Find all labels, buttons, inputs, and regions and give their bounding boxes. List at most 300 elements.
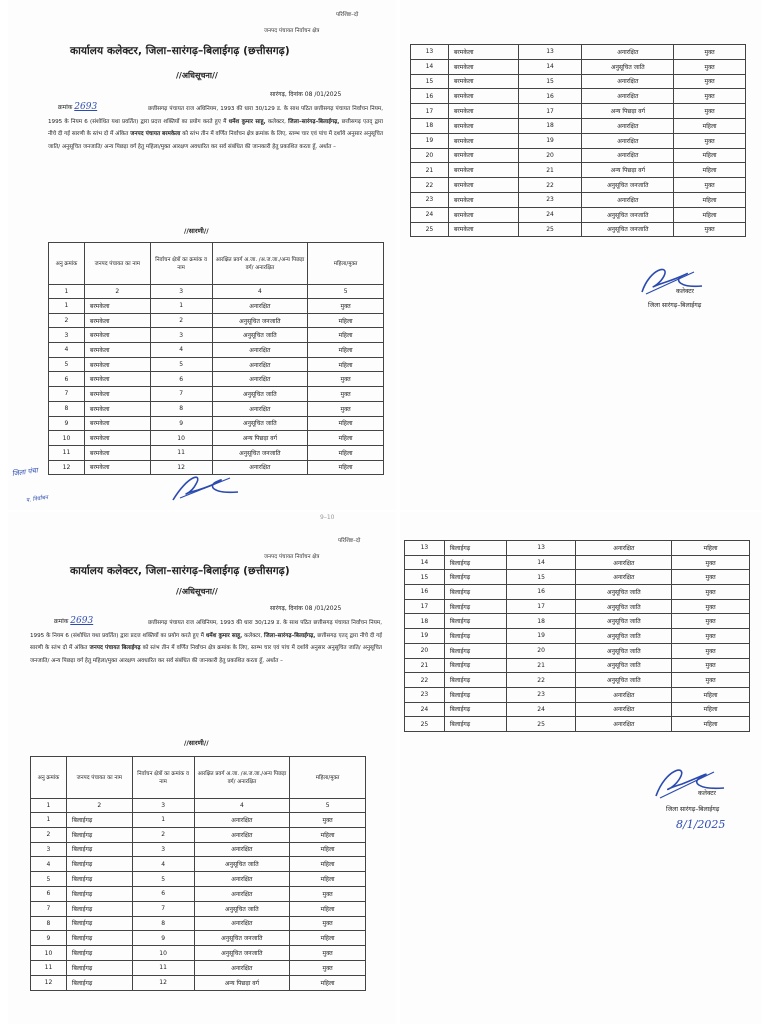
cell-sn: 1 bbox=[49, 299, 85, 314]
cell-status: मुक्त bbox=[674, 222, 746, 237]
column-number-row bbox=[31, 799, 366, 813]
table-row bbox=[405, 555, 750, 570]
notice-body bbox=[48, 103, 383, 154]
cell-sn: 19 bbox=[405, 629, 445, 644]
cell-category: अनारक्षित bbox=[194, 842, 290, 857]
table-row bbox=[49, 401, 384, 416]
cell-status: मुक्त bbox=[674, 45, 746, 60]
cell-panchayat: बिलाईगढ़ bbox=[444, 614, 506, 629]
table-row bbox=[49, 372, 384, 387]
cell-area: 13 bbox=[506, 541, 576, 556]
annex-label: परिशिष्ट–दो bbox=[338, 538, 361, 544]
cell-sn: 4 bbox=[31, 857, 67, 872]
cell-category: अनुसूचित जाति bbox=[582, 59, 674, 74]
cell-sn: 5 bbox=[31, 872, 67, 887]
cell-sn: 24 bbox=[411, 207, 449, 222]
cell-area: 2 bbox=[150, 313, 212, 328]
cell-area: 7 bbox=[132, 901, 194, 916]
cell-category: अनुसूचित जनजाति bbox=[194, 931, 290, 946]
cell-panchayat: बरमकेला bbox=[84, 313, 150, 328]
body-text-3: छत्तीसगढ़ एतद् द्वारा नीचे दी गई सारणी के स्तंभ दो में अंकित bbox=[48, 118, 383, 138]
barmkela-sheet-2 bbox=[400, 0, 762, 510]
cell-panchayat: बिलाईगढ़ bbox=[444, 541, 506, 556]
table-row bbox=[49, 416, 384, 431]
seam-mark: 9–10 bbox=[320, 514, 335, 521]
cell-category: अनारक्षित bbox=[582, 74, 674, 89]
cell-status: महिला bbox=[308, 431, 384, 446]
cell-status: मुक्त bbox=[672, 614, 750, 629]
cell-area: 6 bbox=[150, 372, 212, 387]
table-row bbox=[411, 222, 746, 237]
cell-area: 25 bbox=[518, 222, 582, 237]
cell-status: महिला bbox=[674, 192, 746, 207]
table-row bbox=[405, 629, 750, 644]
cell-status: मुक्त bbox=[672, 599, 750, 614]
cell-category: अनारक्षित bbox=[194, 813, 290, 828]
cell-panchayat: बरमकेला bbox=[448, 207, 518, 222]
cell-sn: 23 bbox=[405, 687, 445, 702]
cell-area: 16 bbox=[506, 585, 576, 600]
cell-status: महिला bbox=[672, 702, 750, 717]
cell-sn: 9 bbox=[49, 416, 85, 431]
cell-category: अनारक्षित bbox=[582, 45, 674, 60]
bilaigarh-table-1 bbox=[30, 756, 366, 991]
cell-category: अनारक्षित bbox=[582, 148, 674, 163]
panchayat-label: जनपद पंचायत bbox=[89, 645, 120, 652]
cell-area: 8 bbox=[132, 916, 194, 931]
table-row bbox=[31, 813, 366, 828]
cell-area: 25 bbox=[506, 717, 576, 732]
cell-sn: 12 bbox=[31, 975, 67, 990]
cell-status: मुक्त bbox=[672, 629, 750, 644]
cell-panchayat: बिलाईगढ़ bbox=[66, 916, 132, 931]
header-status: महिला/मुक्त bbox=[290, 757, 366, 799]
district-name: जिला–सारंगढ़–बिलाईगढ़, bbox=[288, 118, 340, 125]
cell-panchayat: बिलाईगढ़ bbox=[444, 585, 506, 600]
cell-area: 23 bbox=[506, 687, 576, 702]
table-row bbox=[411, 89, 746, 104]
table-row bbox=[411, 133, 746, 148]
cell-area: 4 bbox=[150, 343, 212, 358]
cell-area: 12 bbox=[132, 975, 194, 990]
table-row bbox=[49, 343, 384, 358]
cell-status: मुक्त bbox=[672, 658, 750, 673]
panchayat-name: बिलाईगढ़ bbox=[121, 645, 141, 652]
cell-category: अनुसूचित जनजाति bbox=[212, 445, 308, 460]
cell-category: अनारक्षित bbox=[582, 133, 674, 148]
cell-sn: 3 bbox=[49, 328, 85, 343]
table-row bbox=[31, 931, 366, 946]
cell-category: अनुसूचित जाति bbox=[576, 643, 672, 658]
cell-sn: 6 bbox=[49, 372, 85, 387]
cell-area: 1 bbox=[150, 299, 212, 314]
cell-category: अनुसूचित जाति bbox=[576, 585, 672, 600]
cell-status: महिला bbox=[290, 857, 366, 872]
table-row bbox=[49, 299, 384, 314]
office-title: कार्यालय कलेक्टर, जिला–सारंगढ़–बिलाईगढ़ (छत्तीसगढ़) bbox=[70, 45, 290, 57]
cell-panchayat: बिलाईगढ़ bbox=[444, 658, 506, 673]
cell-area: 20 bbox=[506, 643, 576, 658]
cell-area: 1 bbox=[132, 813, 194, 828]
cell-panchayat: बरमकेला bbox=[84, 445, 150, 460]
table-row bbox=[411, 104, 746, 119]
cell-status: महिला bbox=[290, 975, 366, 990]
cell-panchayat: बरमकेला bbox=[448, 118, 518, 133]
body-text-2: कलेक्टर, bbox=[267, 118, 286, 125]
table-row bbox=[49, 445, 384, 460]
cell-sn: 2 bbox=[49, 313, 85, 328]
cell-sn: 23 bbox=[411, 192, 449, 207]
annex-label: परिशिष्ट–दो bbox=[336, 12, 359, 18]
cell-status: महिला bbox=[672, 687, 750, 702]
cell-area: 3 bbox=[150, 328, 212, 343]
cell-status: महिला bbox=[308, 313, 384, 328]
table-row bbox=[405, 658, 750, 673]
cell-area: 8 bbox=[150, 401, 212, 416]
cell-area: 10 bbox=[132, 946, 194, 961]
cell-category: अनारक्षित bbox=[194, 872, 290, 887]
cell-area: 24 bbox=[506, 702, 576, 717]
cell-panchayat: बिलाईगढ़ bbox=[444, 629, 506, 644]
cell-area: 14 bbox=[506, 555, 576, 570]
cell-status: महिला bbox=[674, 207, 746, 222]
cell-status: मुक्त bbox=[672, 585, 750, 600]
office-title: कार्यालय कलेक्टर, जिला–सारंगढ़–बिलाईगढ़ (छत्तीसगढ़) bbox=[70, 565, 290, 577]
cell-category: अनारक्षित bbox=[194, 960, 290, 975]
cell-status: महिला bbox=[674, 148, 746, 163]
cell-status: महिला bbox=[290, 901, 366, 916]
table-row bbox=[411, 118, 746, 133]
header-area: निर्वाचन क्षेत्रों का क्रमांक व नाम bbox=[150, 243, 212, 285]
cell-panchayat: बिलाईगढ़ bbox=[66, 842, 132, 857]
cell-panchayat: बरमकेला bbox=[84, 328, 150, 343]
cell-area: 20 bbox=[518, 148, 582, 163]
cell-area: 5 bbox=[150, 357, 212, 372]
cell-category: अनारक्षित bbox=[576, 687, 672, 702]
column-number-row bbox=[49, 285, 384, 299]
cell-panchayat: बिलाईगढ़ bbox=[66, 960, 132, 975]
cell-category: अनुसूचित जनजाति bbox=[582, 222, 674, 237]
panchayat-name: बरमकेला bbox=[162, 131, 181, 138]
cell-panchayat: बरमकेला bbox=[84, 343, 150, 358]
cell-status: मुक्त bbox=[672, 570, 750, 585]
table-row bbox=[405, 687, 750, 702]
column-number: 3 bbox=[150, 285, 212, 299]
cell-category: अन्य पिछड़ा वर्ग bbox=[212, 431, 308, 446]
cell-area: 4 bbox=[132, 857, 194, 872]
cell-sn: 12 bbox=[49, 460, 85, 475]
cell-area: 22 bbox=[518, 178, 582, 193]
table-row bbox=[411, 148, 746, 163]
column-number: 2 bbox=[84, 285, 150, 299]
cell-sn: 13 bbox=[405, 541, 445, 556]
bilaigarh-sheet-1 bbox=[8, 512, 396, 1024]
cell-panchayat: बिलाईगढ़ bbox=[444, 717, 506, 732]
table-row bbox=[31, 886, 366, 901]
cell-status: मुक्त bbox=[674, 104, 746, 119]
cell-status: मुक्त bbox=[674, 74, 746, 89]
cell-category: अनुसूचित जाति bbox=[194, 857, 290, 872]
header-sn: अनु क्रमांक bbox=[31, 757, 67, 799]
body-text-1: छत्तीसगढ़ पंचायत राज अधिनियम, 1993 की धारा 30/129 ड. के साथ पठित छत्तीसगढ़ पंचायत निर्वाचन नियम, 1995 के नियम 6 (संशोधित यथा प्रवर्तित) द्वारा प्रदत्त शक्तियों का प्रयोग करते हुए मैं bbox=[30, 620, 382, 639]
bilaigarh-table-2 bbox=[404, 540, 750, 732]
cell-status: महिला bbox=[308, 460, 384, 475]
cell-sn: 8 bbox=[31, 916, 67, 931]
cell-panchayat: बिलाईगढ़ bbox=[444, 687, 506, 702]
signature-title-2: कलेक्टर bbox=[676, 288, 694, 295]
cell-sn: 25 bbox=[411, 222, 449, 237]
table-row bbox=[405, 599, 750, 614]
cell-sn: 20 bbox=[411, 148, 449, 163]
cell-sn: 22 bbox=[411, 178, 449, 193]
cell-status: महिला bbox=[290, 827, 366, 842]
table-row bbox=[405, 570, 750, 585]
cell-status: मुक्त bbox=[290, 813, 366, 828]
cell-category: अनारक्षित bbox=[576, 717, 672, 732]
cell-panchayat: बिलाईगढ़ bbox=[444, 555, 506, 570]
notification-heading: //अधिसूचना// bbox=[176, 587, 218, 596]
cell-panchayat: बरमकेला bbox=[84, 357, 150, 372]
table-row bbox=[411, 163, 746, 178]
cell-area: 22 bbox=[506, 673, 576, 688]
cell-sn: 25 bbox=[405, 717, 445, 732]
cell-category: अनुसूचित जाति bbox=[576, 599, 672, 614]
cell-panchayat: बरमकेला bbox=[448, 163, 518, 178]
cell-panchayat: बरमकेला bbox=[448, 104, 518, 119]
table-row bbox=[31, 901, 366, 916]
cell-category: अनारक्षित bbox=[576, 702, 672, 717]
column-number: 3 bbox=[132, 799, 194, 813]
cell-status: महिला bbox=[674, 163, 746, 178]
cell-panchayat: बरमकेला bbox=[84, 431, 150, 446]
cell-area: 9 bbox=[132, 931, 194, 946]
cell-category: अनुसूचित जनजाति bbox=[194, 946, 290, 961]
cell-sn: 14 bbox=[405, 555, 445, 570]
cell-category: अनुसूचित जाति bbox=[212, 416, 308, 431]
cell-status: मुक्त bbox=[308, 387, 384, 402]
cell-panchayat: बरमकेला bbox=[448, 89, 518, 104]
cell-status: मुक्त bbox=[308, 372, 384, 387]
cell-panchayat: बिलाईगढ़ bbox=[66, 813, 132, 828]
cell-sn: 21 bbox=[405, 658, 445, 673]
table-row bbox=[31, 916, 366, 931]
annex-subtitle: जनपद पंचायत निर्वाचन क्षेत्र bbox=[264, 28, 320, 34]
cell-sn: 15 bbox=[411, 74, 449, 89]
cell-status: मुक्त bbox=[674, 59, 746, 74]
cell-sn: 11 bbox=[31, 960, 67, 975]
cell-panchayat: बरमकेला bbox=[84, 372, 150, 387]
cell-category: अन्य पिछड़ा वर्ग bbox=[582, 163, 674, 178]
table-row bbox=[405, 614, 750, 629]
cell-panchayat: बरमकेला bbox=[84, 416, 150, 431]
ref-prefix: क्रमांक bbox=[54, 618, 69, 625]
barmkela-table-1 bbox=[48, 242, 384, 475]
cell-area: 12 bbox=[150, 460, 212, 475]
officer-name: धर्मेश कुमार साहू, bbox=[205, 632, 243, 639]
cell-area: 19 bbox=[506, 629, 576, 644]
cell-category: अनुसूचित जाति bbox=[576, 658, 672, 673]
cell-status: मुक्त bbox=[290, 946, 366, 961]
cell-status: महिला bbox=[308, 416, 384, 431]
cell-sn: 4 bbox=[49, 343, 85, 358]
cell-sn: 24 bbox=[405, 702, 445, 717]
cell-status: मुक्त bbox=[672, 673, 750, 688]
cell-panchayat: बरमकेला bbox=[448, 148, 518, 163]
cell-category: अनारक्षित bbox=[194, 827, 290, 842]
header-area: निर्वाचन क्षेत्रों का क्रमांक व नाम bbox=[132, 757, 194, 799]
table-row bbox=[31, 857, 366, 872]
cell-status: महिला bbox=[672, 541, 750, 556]
cell-panchayat: बरमकेला bbox=[448, 222, 518, 237]
column-number: 4 bbox=[212, 285, 308, 299]
cell-panchayat: बरमकेला bbox=[84, 299, 150, 314]
cell-status: महिला bbox=[290, 931, 366, 946]
cell-status: महिला bbox=[308, 445, 384, 460]
cell-area: 2 bbox=[132, 827, 194, 842]
cell-category: अनारक्षित bbox=[194, 886, 290, 901]
cell-status: महिला bbox=[672, 717, 750, 732]
cell-area: 10 bbox=[150, 431, 212, 446]
cell-category: अनारक्षित bbox=[212, 357, 308, 372]
table-row bbox=[405, 585, 750, 600]
cell-category: अनुसूचित जनजाति bbox=[212, 313, 308, 328]
cell-status: मुक्त bbox=[290, 960, 366, 975]
cell-status: मुक्त bbox=[308, 401, 384, 416]
cell-category: अनारक्षित bbox=[582, 192, 674, 207]
signature-district-2: जिला सारंगढ़–बिलाईगढ़ bbox=[648, 302, 702, 309]
barmkela-sheet-1 bbox=[8, 0, 396, 510]
cell-sn: 9 bbox=[31, 931, 67, 946]
cell-area: 11 bbox=[150, 445, 212, 460]
cell-sn: 6 bbox=[31, 886, 67, 901]
cell-sn: 10 bbox=[31, 946, 67, 961]
barmkela-table-2 bbox=[410, 44, 746, 237]
cell-status: मुक्त bbox=[672, 555, 750, 570]
cell-panchayat: बिलाईगढ़ bbox=[66, 857, 132, 872]
column-number: 5 bbox=[290, 799, 366, 813]
table-row bbox=[31, 842, 366, 857]
cell-panchayat: बिलाईगढ़ bbox=[444, 702, 506, 717]
handwritten-date: 8/1/2025 bbox=[676, 818, 726, 831]
header-panchayat: जनपद पंचायत का नाम bbox=[66, 757, 132, 799]
cell-panchayat: बरमकेला bbox=[448, 192, 518, 207]
cell-category: अनुसूचित जाति bbox=[576, 614, 672, 629]
table-row bbox=[411, 59, 746, 74]
table-row bbox=[411, 74, 746, 89]
column-number: 1 bbox=[31, 799, 67, 813]
cell-area: 19 bbox=[518, 133, 582, 148]
column-number: 2 bbox=[66, 799, 132, 813]
table-row bbox=[405, 702, 750, 717]
cell-sn: 7 bbox=[31, 901, 67, 916]
cell-sn: 5 bbox=[49, 357, 85, 372]
cell-sn: 10 bbox=[49, 431, 85, 446]
cell-sn: 16 bbox=[405, 585, 445, 600]
cell-sn: 21 bbox=[411, 163, 449, 178]
cell-sn: 11 bbox=[49, 445, 85, 460]
cell-panchayat: बिलाईगढ़ bbox=[444, 570, 506, 585]
place-date: सारंगढ़, दिनांक 08 /01/2025 bbox=[270, 605, 342, 612]
cell-category: अनुसूचित जनजाति bbox=[582, 207, 674, 222]
cell-category: अनारक्षित bbox=[576, 570, 672, 585]
table-row bbox=[49, 431, 384, 446]
header-panchayat: जनपद पंचायत का नाम bbox=[84, 243, 150, 285]
margin-note-1: जिला पंचा bbox=[11, 466, 39, 478]
cell-sn: 18 bbox=[405, 614, 445, 629]
cell-category: अनारक्षित bbox=[582, 89, 674, 104]
sarni-heading: //सारणी// bbox=[184, 739, 209, 747]
table-row bbox=[49, 387, 384, 402]
cell-area: 6 bbox=[132, 886, 194, 901]
notice-body bbox=[30, 617, 382, 668]
cell-category: अनारक्षित bbox=[212, 299, 308, 314]
body-text-4: को स्तंभ तीन में वर्णित निर्वाचन क्षेत्र क्रमांक के लिए, स्तम्भ चार एवं पांच में दर्शाये अनुसार अनुसूचित जाति/ अनुसूचित जनजाति/ अन्य पिछड़ा वर्ग हेतु महिला/मुक्त आरक्षण अवधारित कर सर्व संबंधित की जानकारी हेतु प्रकाशित करता हूँ, अर्थात – bbox=[48, 131, 384, 151]
table-row bbox=[49, 313, 384, 328]
cell-panchayat: बिलाईगढ़ bbox=[444, 599, 506, 614]
cell-panchayat: बरमकेला bbox=[448, 178, 518, 193]
cell-status: मुक्त bbox=[674, 89, 746, 104]
cell-category: अनुसूचित जनजाति bbox=[582, 178, 674, 193]
annex-subtitle: जनपद पंचायत निर्वाचन क्षेत्र bbox=[264, 554, 320, 560]
cell-category: अनारक्षित bbox=[212, 343, 308, 358]
cell-sn: 14 bbox=[411, 59, 449, 74]
cell-status: मुक्त bbox=[308, 299, 384, 314]
cell-area: 24 bbox=[518, 207, 582, 222]
cell-sn: 13 bbox=[411, 45, 449, 60]
cell-sn: 1 bbox=[31, 813, 67, 828]
column-number: 1 bbox=[49, 285, 85, 299]
cell-status: महिला bbox=[290, 842, 366, 857]
place-date: सारंगढ़, दिनांक 08 /01/2025 bbox=[270, 91, 342, 98]
cell-panchayat: बिलाईगढ़ bbox=[66, 931, 132, 946]
signature-district-3: जिला सारंगढ़–बिलाईगढ़ bbox=[666, 806, 720, 813]
cell-sn: 20 bbox=[405, 643, 445, 658]
table-row bbox=[411, 192, 746, 207]
cell-area: 16 bbox=[518, 89, 582, 104]
column-number: 5 bbox=[308, 285, 384, 299]
table-row bbox=[31, 946, 366, 961]
cell-area: 13 bbox=[518, 45, 582, 60]
cell-status: मुक्त bbox=[290, 886, 366, 901]
cell-area: 14 bbox=[518, 59, 582, 74]
cell-panchayat: बरमकेला bbox=[84, 401, 150, 416]
table-row bbox=[31, 827, 366, 842]
cell-area: 21 bbox=[506, 658, 576, 673]
signature-title-3: कलेक्टर bbox=[698, 790, 716, 797]
cell-area: 18 bbox=[506, 614, 576, 629]
cell-category: अनारक्षित bbox=[212, 460, 308, 475]
cell-panchayat: बिलाईगढ़ bbox=[66, 946, 132, 961]
table-row bbox=[411, 178, 746, 193]
cell-status: मुक्त bbox=[290, 916, 366, 931]
header-sn: अनु क्रमांक bbox=[49, 243, 85, 285]
table-row bbox=[31, 960, 366, 975]
header-category: आरक्षित प्रवर्ग अ.जा. /अ.ज.जा./अन्य पिछड़ा वर्ग/ अनारक्षित bbox=[212, 243, 308, 285]
officer-name: धर्मेश कुमार साहू, bbox=[228, 118, 266, 125]
cell-panchayat: बरमकेला bbox=[448, 74, 518, 89]
table-row bbox=[49, 328, 384, 343]
ref-number: 2693 bbox=[74, 102, 98, 112]
cell-sn: 15 bbox=[405, 570, 445, 585]
cell-area: 23 bbox=[518, 192, 582, 207]
cell-status: महिला bbox=[308, 328, 384, 343]
header-status: महिला/मुक्त bbox=[308, 243, 384, 285]
cell-sn: 18 bbox=[411, 118, 449, 133]
cell-area: 5 bbox=[132, 872, 194, 887]
cell-panchayat: बरमकेला bbox=[448, 59, 518, 74]
collector-signature-2 bbox=[636, 262, 706, 302]
cell-category: अनारक्षित bbox=[212, 372, 308, 387]
